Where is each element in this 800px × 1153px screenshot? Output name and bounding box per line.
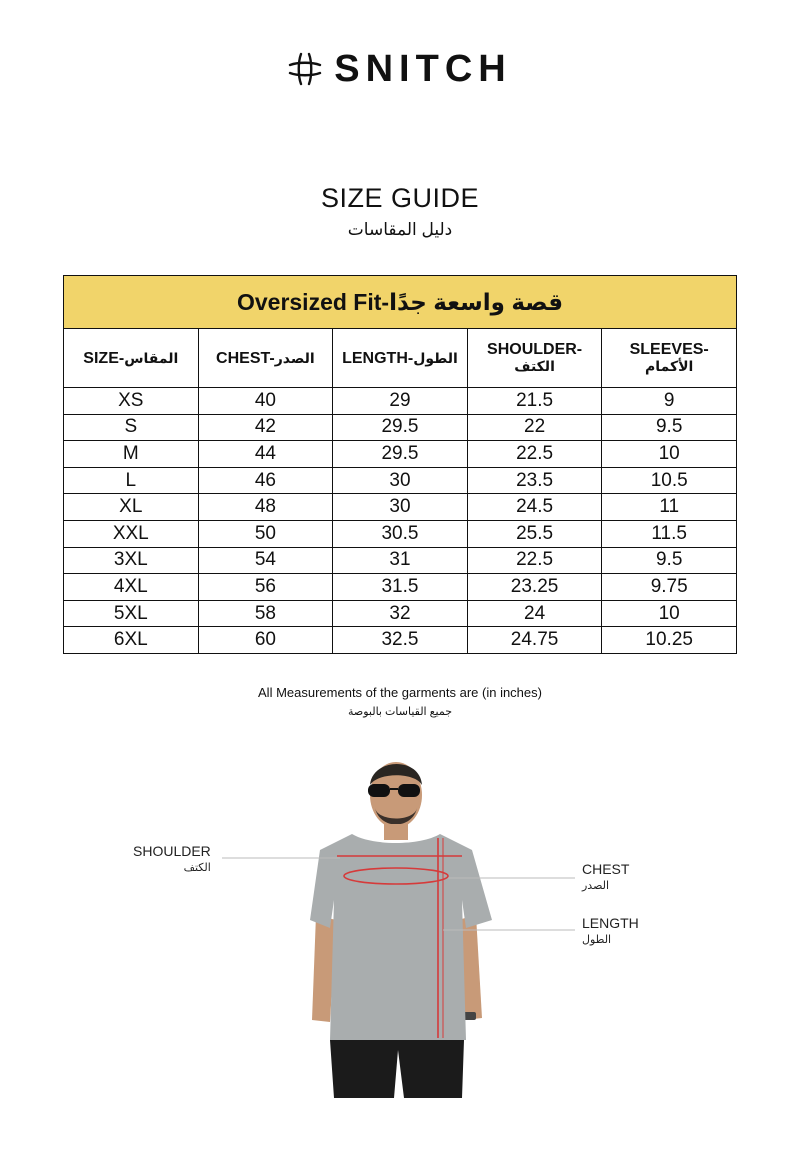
table-row [64, 414, 737, 441]
shoulder-label-en: SHOULDER [133, 843, 211, 859]
model-neck [384, 824, 408, 840]
column-header-en: CHEST- [216, 349, 275, 367]
table-cell: 3XL [64, 547, 199, 574]
table-cell: 23.25 [467, 574, 602, 601]
shoulder-label-ar: الكتف [183, 862, 211, 874]
page-title-arabic: دليل المقاسات [347, 220, 453, 239]
table-cell: 9.75 [602, 574, 737, 601]
table-cell: 9.5 [602, 414, 737, 441]
table-row [64, 388, 737, 415]
table-cell: 23.5 [467, 467, 602, 494]
table-cell: 29 [333, 388, 468, 415]
size-chart [63, 275, 737, 654]
table-cell: XXL [64, 520, 199, 547]
table-cell: 31 [333, 547, 468, 574]
table-cell: 30.5 [333, 520, 468, 547]
table-cell: 10 [602, 600, 737, 627]
column-header-en: SHOULDER- [487, 341, 583, 358]
table-cell: 50 [198, 520, 333, 547]
table-row [64, 547, 737, 574]
table-cell: 21.5 [467, 388, 602, 415]
table-cell: 11.5 [602, 520, 737, 547]
table-row [64, 467, 737, 494]
table-cell: 54 [198, 547, 333, 574]
page-title: SIZE GUIDE [320, 183, 480, 213]
table-cell: 58 [198, 600, 333, 627]
fit-banner: Oversized Fit-قصة واسعة جدًا [63, 275, 737, 328]
column-header-ar: الكتف [514, 358, 555, 374]
table-cell: XL [64, 494, 199, 521]
model-pants [330, 1040, 464, 1098]
brand-name: SNITCH [334, 48, 512, 90]
chest-label-ar: الصدر [582, 880, 610, 892]
table-cell: 4XL [64, 574, 199, 601]
column-header [198, 329, 333, 388]
size-table [63, 328, 737, 654]
table-cell: 24 [467, 600, 602, 627]
table-cell: 25.5 [467, 520, 602, 547]
table-row [64, 627, 737, 654]
column-header-en: SIZE- [83, 349, 125, 367]
table-cell: 24.75 [467, 627, 602, 654]
table-cell: 44 [198, 441, 333, 468]
table-cell: 46 [198, 467, 333, 494]
measurement-note: All Measurements of the garments are (in inches) [258, 685, 542, 700]
table-cell: 10 [602, 441, 737, 468]
table-cell: 31.5 [333, 574, 468, 601]
table-cell: L [64, 467, 199, 494]
table-cell: 6XL [64, 627, 199, 654]
table-cell: M [64, 441, 199, 468]
column-header [467, 329, 602, 388]
column-header [333, 329, 468, 388]
column-header-en: LENGTH- [342, 349, 414, 367]
table-cell: 42 [198, 414, 333, 441]
table-cell: 32 [333, 600, 468, 627]
table-cell: 24.5 [467, 494, 602, 521]
table-cell: 9 [602, 388, 737, 415]
table-row [64, 520, 737, 547]
table-cell: 32.5 [333, 627, 468, 654]
table-cell: 48 [198, 494, 333, 521]
length-label-en: LENGTH [582, 915, 639, 931]
table-row [64, 441, 737, 468]
table-cell: 5XL [64, 600, 199, 627]
hash-grid-icon [288, 52, 322, 86]
table-cell: 11 [602, 494, 737, 521]
table-cell: XS [64, 388, 199, 415]
chest-label-en: CHEST [582, 861, 630, 877]
table-row [64, 600, 737, 627]
column-header-ar: الطول [413, 349, 458, 366]
table-header-row [64, 329, 737, 388]
table-cell: 29.5 [333, 414, 468, 441]
brand-logo [0, 50, 800, 91]
table-cell: 22 [467, 414, 602, 441]
length-label-ar: الطول [582, 934, 612, 946]
column-header-ar: الصدر [274, 349, 315, 366]
table-cell: 10.25 [602, 627, 737, 654]
table-cell: 10.5 [602, 467, 737, 494]
measurement-figure [0, 750, 800, 1148]
model-illustration [0, 750, 800, 1148]
table-cell: S [64, 414, 199, 441]
column-header-ar: المقاس [124, 349, 179, 366]
table-cell: 9.5 [602, 547, 737, 574]
column-header [602, 329, 737, 388]
measurement-note-arabic: جميع القياسات بالبوصة [347, 706, 453, 718]
table-cell: 56 [198, 574, 333, 601]
table-cell: 22.5 [467, 441, 602, 468]
length-label [582, 915, 639, 946]
shoulder-label [133, 843, 211, 874]
table-cell: 29.5 [333, 441, 468, 468]
table-cell: 30 [333, 494, 468, 521]
column-header [64, 329, 199, 388]
table-body [64, 388, 737, 654]
table-cell: 40 [198, 388, 333, 415]
table-row [64, 494, 737, 521]
chest-label [582, 861, 629, 892]
column-header-ar: الأكمام [645, 358, 694, 374]
table-row [64, 574, 737, 601]
table-cell: 30 [333, 467, 468, 494]
table-cell: 60 [198, 627, 333, 654]
column-header-en: SLEEVES- [629, 341, 709, 358]
table-cell: 22.5 [467, 547, 602, 574]
